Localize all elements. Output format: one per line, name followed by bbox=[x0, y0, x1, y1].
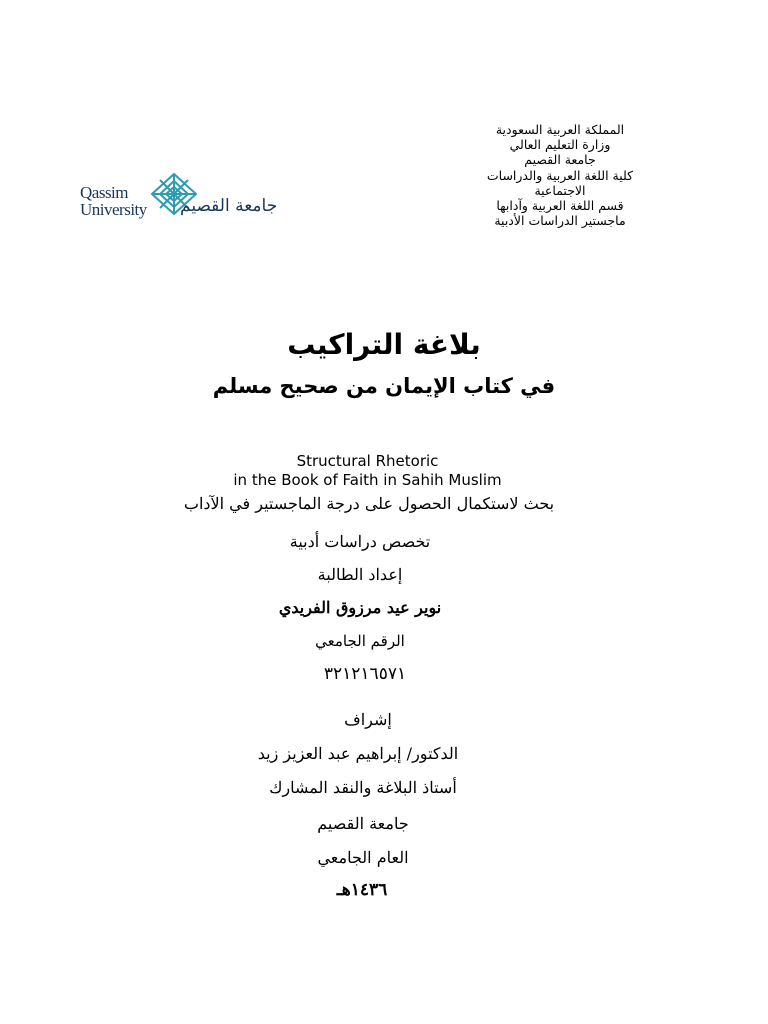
header-line-ministry: وزارة التعليم العالي bbox=[509, 137, 611, 153]
english-title bbox=[0, 452, 735, 490]
logo-english-text bbox=[80, 184, 147, 218]
logo-english-line1: Qassim bbox=[80, 183, 128, 202]
header-line-program: ماجستير الدراسات الأدبية bbox=[494, 213, 626, 229]
qassim-university-logo bbox=[80, 170, 278, 238]
logo-english-line2: University bbox=[80, 200, 147, 219]
academic-year-label: العام الجامعي bbox=[317, 848, 409, 867]
supervision-label: إشراف bbox=[344, 710, 392, 729]
header-line-college-cont: الاجتماعية bbox=[534, 182, 586, 198]
specialization: تخصص دراسات أدبية bbox=[289, 532, 431, 551]
logo-arabic-text: جامعة القصيم bbox=[180, 196, 278, 216]
header-line-department: قسم اللغة العربية وآدابها bbox=[496, 198, 624, 214]
student-id-label: الرقم الجامعي bbox=[315, 632, 405, 650]
thesis-title: بلاغة التراكيب bbox=[287, 328, 481, 361]
thesis-subtitle: في كتاب الإيمان من صحيح مسلم bbox=[212, 374, 556, 398]
academic-year: ١٤٣٦هـ bbox=[336, 880, 388, 900]
student-id: ٣٢١٢١٦٥٧١ bbox=[323, 664, 407, 684]
student-name: نوير عيد مرزوق الفريدي bbox=[278, 598, 442, 617]
english-title-line1: Structural Rhetoric bbox=[296, 452, 439, 470]
institution-header bbox=[470, 122, 650, 228]
supervisor-title: أستاذ البلاغة والنقد المشارك bbox=[269, 778, 457, 797]
prepared-by-label: إعداد الطالبة bbox=[317, 565, 403, 584]
degree-purpose: بحث لاستكمال الحصول على درجة الماجستير في الآداب bbox=[183, 494, 555, 513]
header-line-university: جامعة القصيم bbox=[524, 152, 596, 168]
header-line-college: كلية اللغة العربية والدراسات bbox=[486, 167, 634, 183]
supervisor-name: الدكتور/ إبراهيم عبد العزيز زيد bbox=[257, 744, 459, 763]
header-line-kingdom: المملكة العربية السعودية bbox=[495, 122, 625, 137]
english-title-line2: in the Book of Faith in Sahih Muslim bbox=[233, 471, 502, 489]
university-name: جامعة القصيم bbox=[317, 814, 409, 833]
